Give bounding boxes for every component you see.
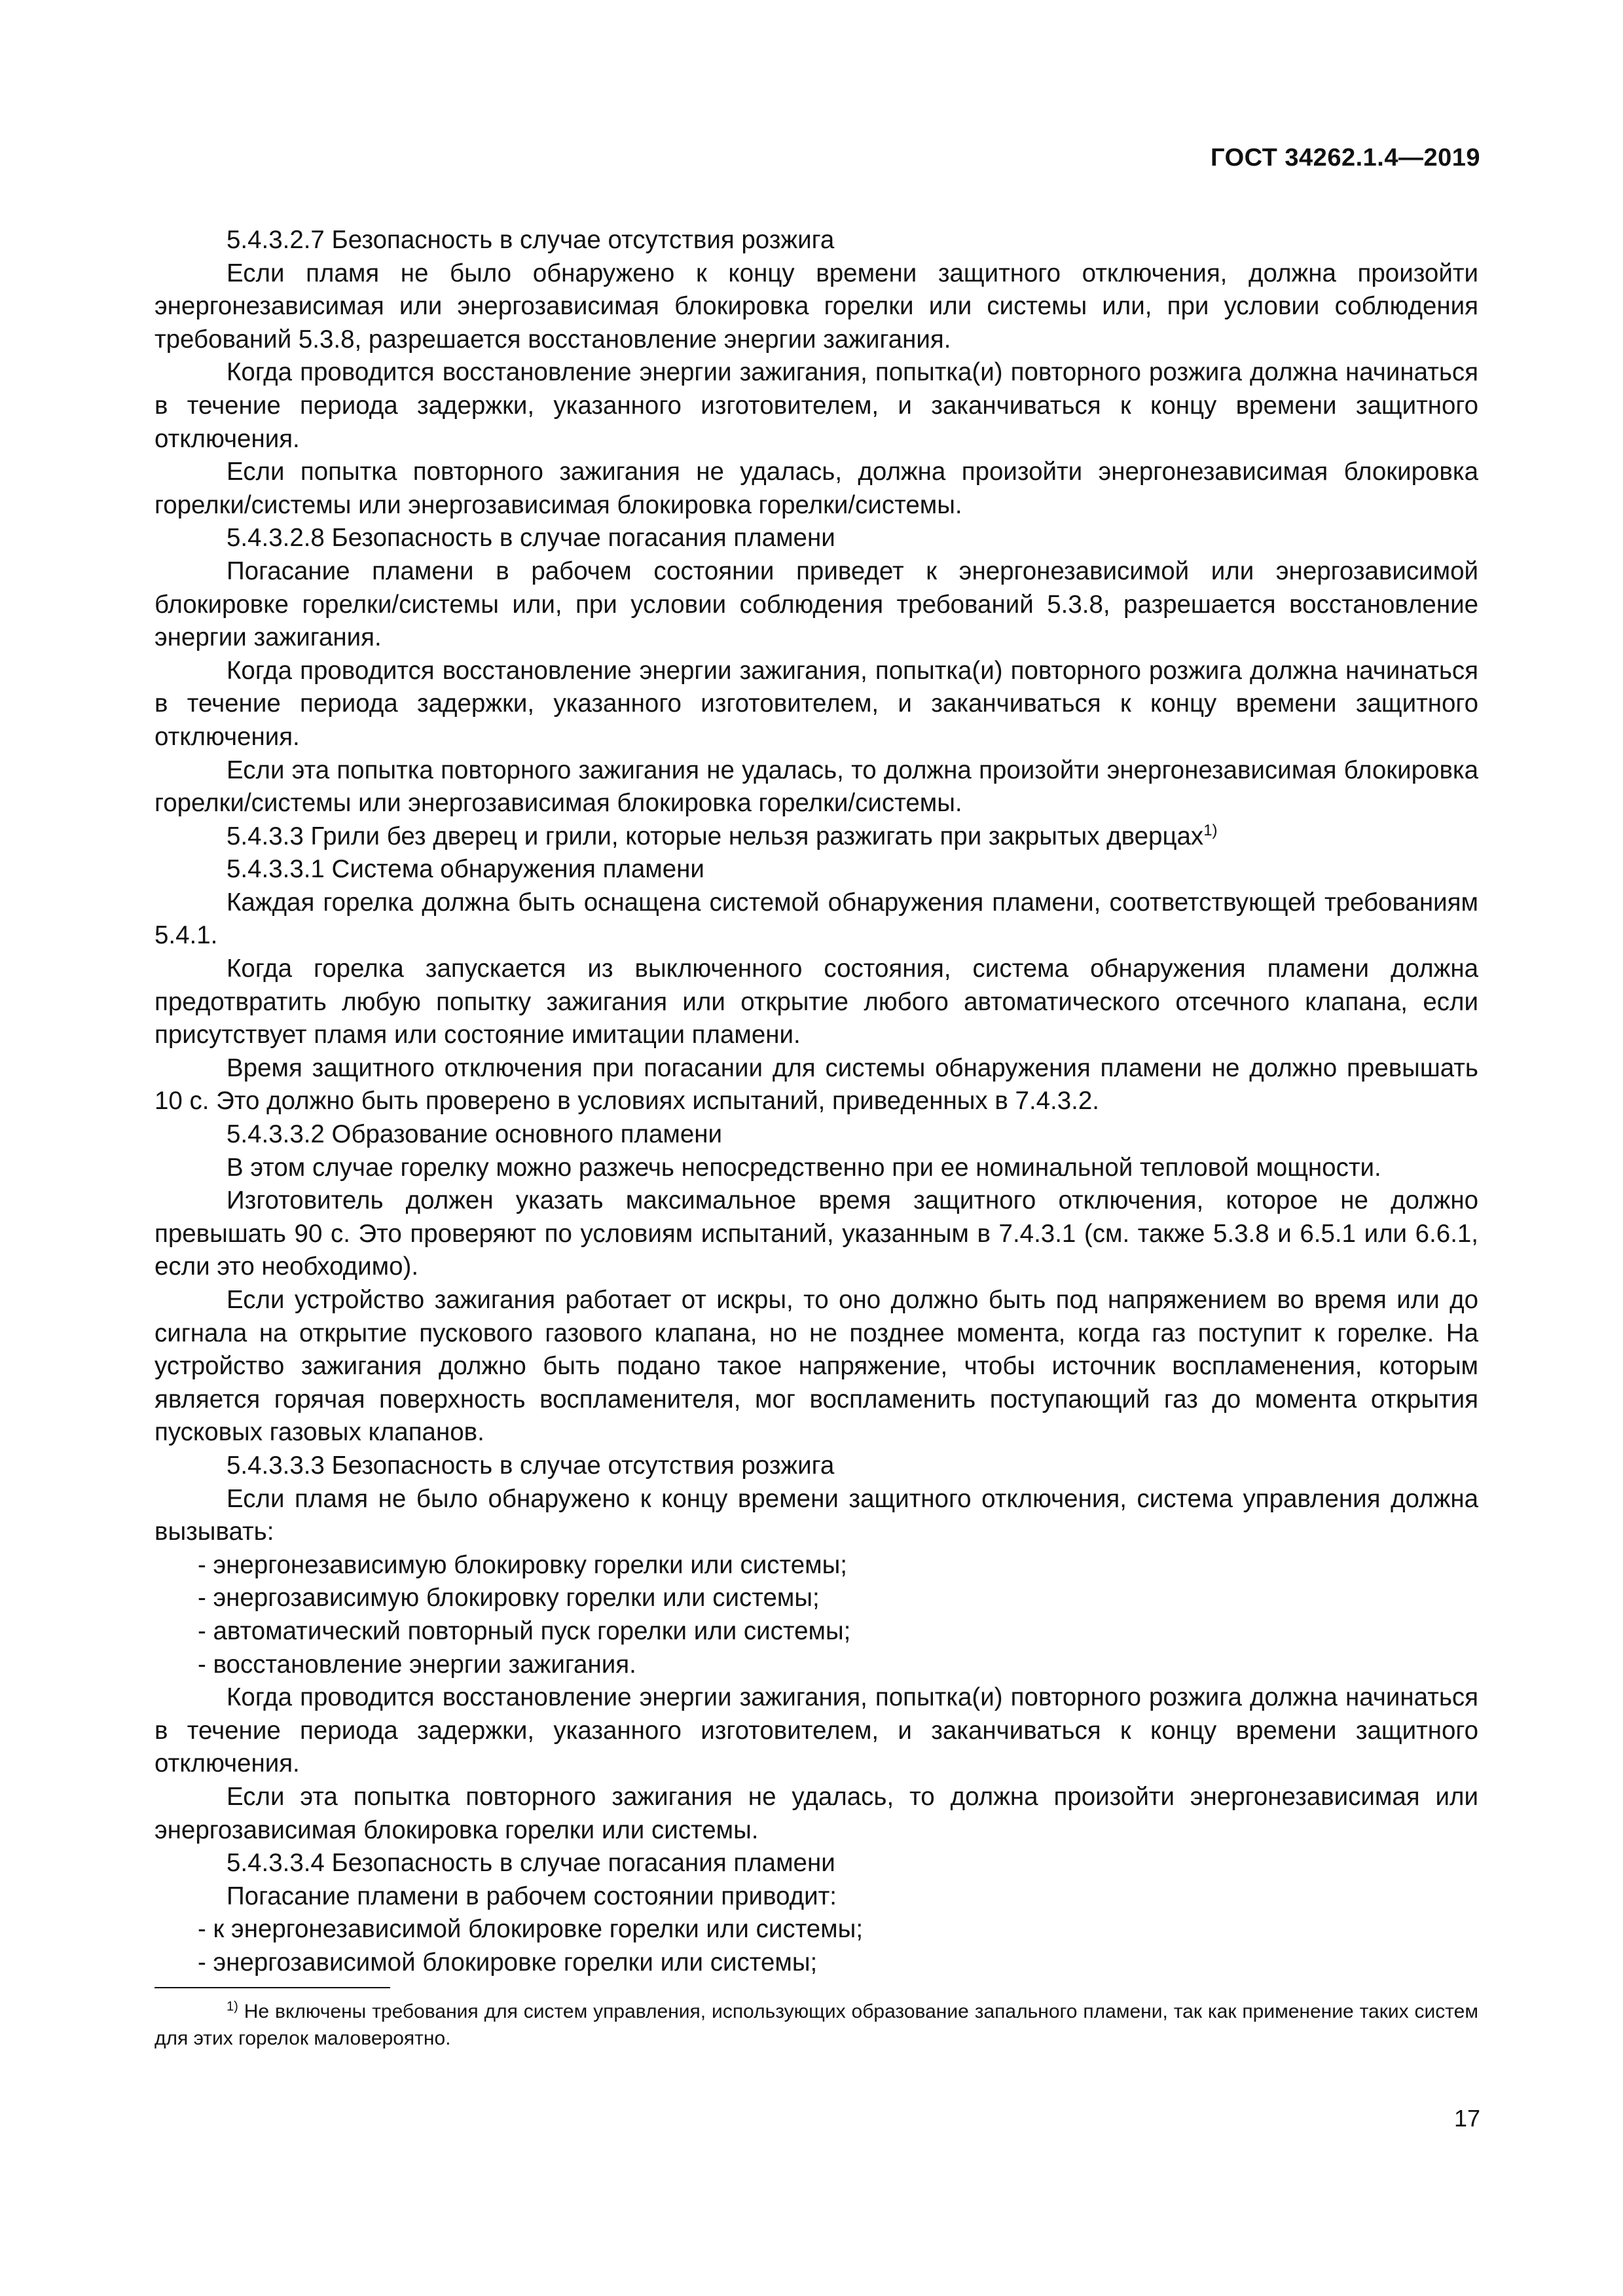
paragraph: Изготовитель должен указать максимальное время защитного отключения, которое не должно превышать 90 с. Это проверяют по условиям испытаний, указанным в 7.4.3.1 (см. также 5.3.8 и 6.5.1 или 6.6.1, если это необходимо).: [155, 1186, 1478, 1281]
section-heading: 5.4.3.3.1 Система обнаружения пламени: [227, 855, 704, 884]
paragraph: В этом случае горелку можно разжечь непосредственно при ее номинальной тепловой мощности.: [227, 1153, 1381, 1182]
section-heading-with-footnote: [155, 820, 1478, 854]
footnote-text: Не включены требования для систем управления, использующих образование запального пламени, так как применение таких систем для этих горелок маловероятно.: [155, 2001, 1478, 2049]
paragraph: Если эта попытка повторного зажигания не удалась, то должна произойти энергонезависимая или энергозависимая блокировка горелки или системы.: [155, 1782, 1478, 1844]
footnote-paragraph: [155, 1998, 1478, 2052]
section-heading: 5.4.3.3 Грили без дверец и грили, которые нельзя разжигать при закрытых дверцах: [227, 822, 1204, 850]
footnote-reference: 1): [1203, 821, 1218, 839]
footnote-divider: [155, 1987, 390, 1988]
footnote-marker: 1): [227, 1999, 238, 2014]
section-heading: 5.4.3.3.4 Безопасность в случае погасания пламени: [227, 1849, 835, 1878]
paragraph: Время защитного отключения при погасании для системы обнаружения пламени не должно превышать 10 с. Это должно быть проверено в условиях испытаний, приведенных в 7.4.3.2.: [155, 1053, 1478, 1116]
body-text: [155, 224, 1478, 1979]
paragraph: Каждая горелка должна быть оснащена системой обнаружения пламени, соответствующей требованиям 5.4.1.: [155, 888, 1478, 950]
paragraph: Если попытка повторного зажигания не удалась, должна произойти энергонезависимая блокировка горелки/системы или энергозависимая блокировка горелки/системы.: [155, 458, 1478, 519]
section-heading: 5.4.3.3.3 Безопасность в случае отсутствия розжига: [227, 1451, 835, 1480]
list-item: - энергозависимую блокировку горелки или системы;: [198, 1584, 820, 1613]
paragraph: Погасание пламени в рабочем состоянии приведет к энергонезависимой или энергозависимой блокировке горелки/системы или, при условии соблюдения требований 5.3.8, разрешается восстановление энергии зажигания.: [155, 556, 1478, 652]
section-heading: 5.4.3.2.8 Безопасность в случае погасания пламени: [227, 524, 835, 553]
list-item: - энергонезависимую блокировку горелки или системы;: [198, 1550, 847, 1579]
standard-designation: ГОСТ 34262.1.4—2019: [1211, 144, 1480, 172]
page-number: 17: [1453, 2105, 1480, 2132]
list-item: - к энергонезависимой блокировке горелки или системы;: [198, 1915, 864, 1944]
paragraph: Когда проводится восстановление энергии зажигания, попытка(и) повторного розжига должна начинаться в течение периода задержки, указанного изготовителем, и заканчиваться к концу времени защитного отключения.: [155, 358, 1478, 453]
paragraph: Если пламя не было обнаружено к концу времени защитного отключения, должна произойти энергонезависимая или энергозависимая блокировка горелки или системы или, при условии соблюдения требований 5.3.8, разрешается восстановление энергии зажигания.: [155, 259, 1478, 354]
footnote: [155, 1998, 1478, 2052]
list-item: - автоматический повторный пуск горелки или системы;: [198, 1616, 851, 1645]
paragraph: Когда проводится восстановление энергии зажигания, попытка(и) повторного розжига должна начинаться в течение периода задержки, указанного изготовителем, и заканчиваться к концу времени защитного отключения.: [155, 1683, 1478, 1778]
paragraph: Когда горелка запускается из выключенного состояния, система обнаружения пламени должна предотвратить любую попытку зажигания или открытие любого автоматического отсечного клапана, если присутствует пламя или состояние имитации пламени.: [155, 955, 1478, 1049]
list-item: - энергозависимой блокировке горелки или системы;: [198, 1948, 818, 1977]
list-item: - восстановление энергии зажигания.: [198, 1650, 636, 1679]
paragraph: Если устройство зажигания работает от искры, то оно должно быть под напряжением во время или до сигнала на открытие пускового газового клапана, но не позднее момента, когда газ поступит к горелке. На устройство зажигания должно быть подано такое напряжение, чтобы источник воспламенения, которым является горячая поверхность воспламенителя, мог воспламенить поступающий газ до момента открытия пусковых газовых клапанов.: [155, 1286, 1478, 1447]
section-heading: 5.4.3.3.2 Образование основного пламени: [227, 1120, 723, 1149]
paragraph: Когда проводится восстановление энергии зажигания, попытка(и) повторного розжига должна начинаться в течение периода задержки, указанного изготовителем, и заканчиваться к концу времени защитного отключения.: [155, 656, 1478, 751]
paragraph: Если эта попытка повторного зажигания не удалась, то должна произойти энергонезависимая блокировка горелки/системы или энергозависимая блокировка горелки/системы.: [155, 756, 1478, 818]
paragraph: Погасание пламени в рабочем состоянии приводит:: [227, 1882, 837, 1910]
section-heading: 5.4.3.2.7 Безопасность в случае отсутствия розжига: [227, 226, 835, 254]
paragraph: Если пламя не было обнаружено к концу времени защитного отключения, система управления должна вызывать:: [155, 1484, 1478, 1546]
